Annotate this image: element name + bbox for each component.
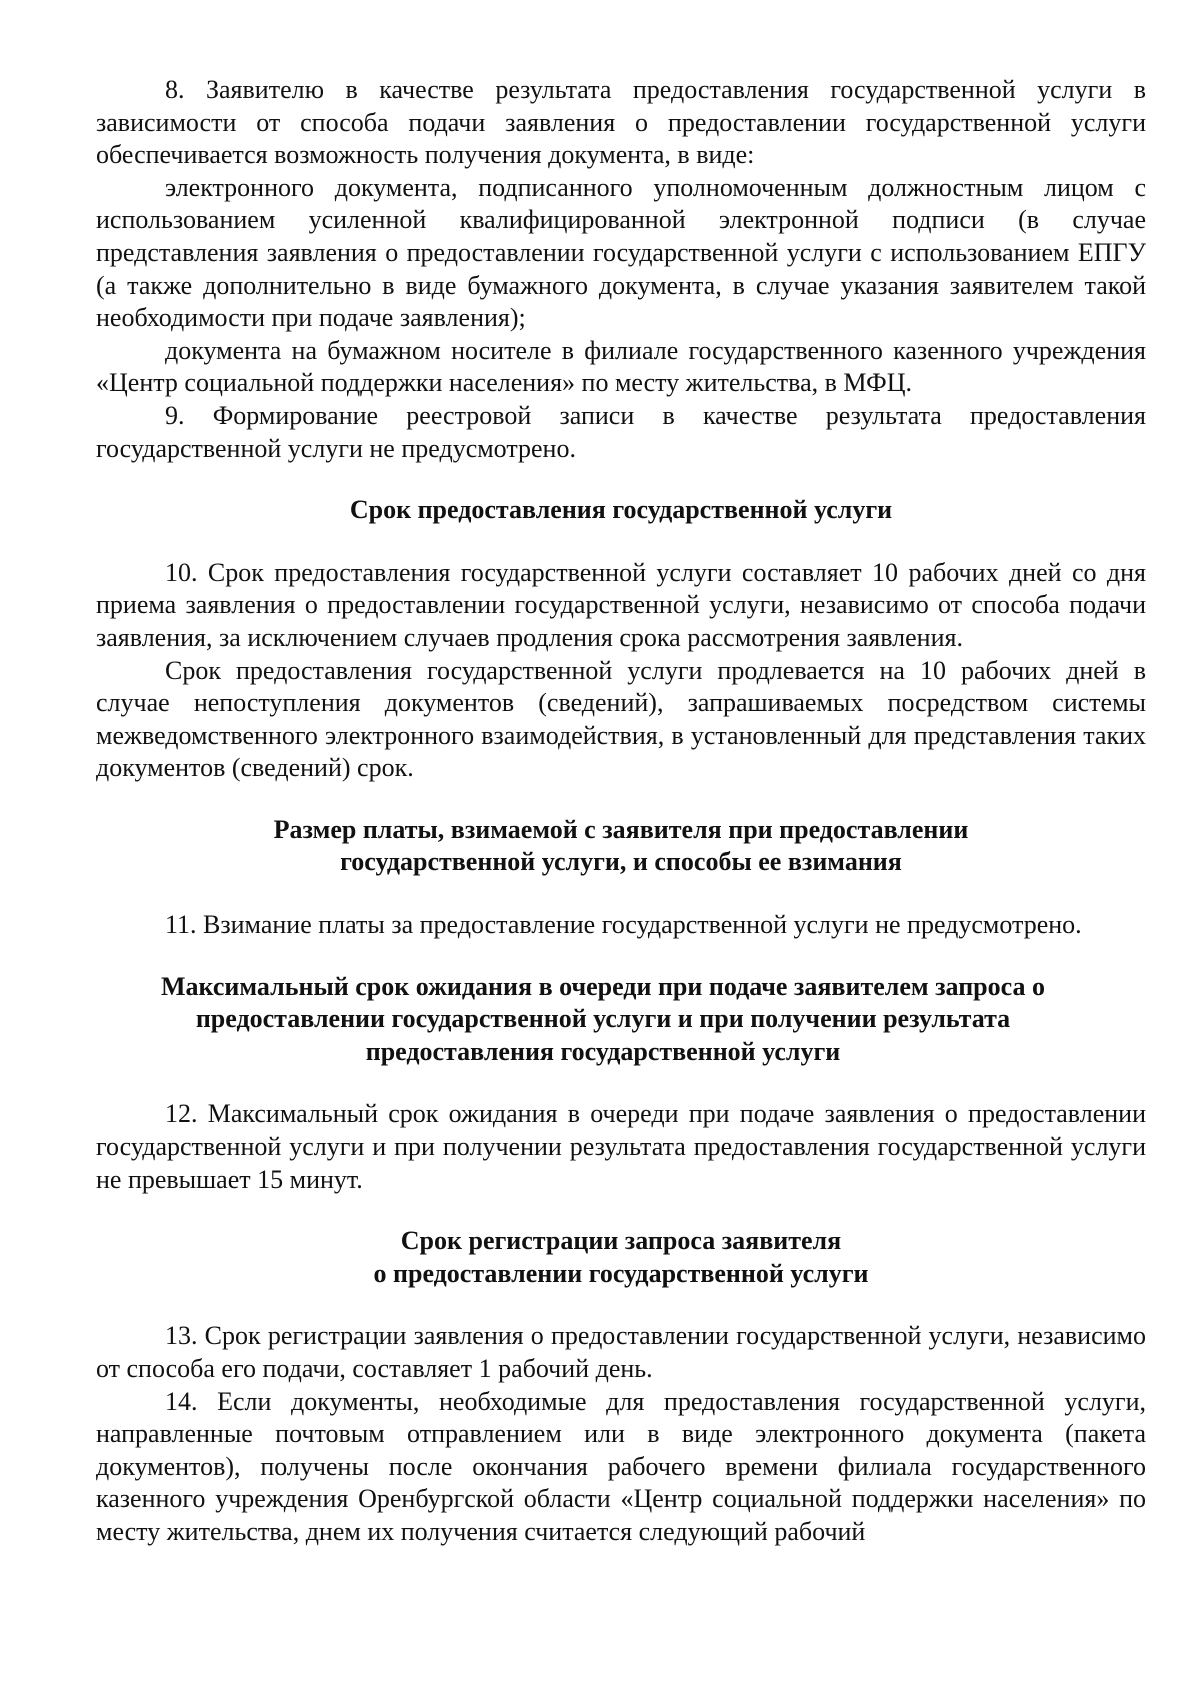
- heading-service-term: [96, 494, 1146, 527]
- heading-line: предоставления государственной услуги: [365, 1036, 841, 1066]
- heading-line: о предоставлении государственной услуги: [373, 1258, 869, 1288]
- paragraph-11: 11. Взимание платы за предоставление государственной услуги не предусмотрено.: [165, 910, 1082, 940]
- paragraph-10: 10. Срок предоставления государственной услуги составляет 10 рабочих дней со дня приема заявления о предоставлении государственной услуги, независимо от способа подачи заявления, за исключением случаев продления срока рассмотрения заявления.: [96, 557, 1146, 652]
- heading-line: Максимальный срок ожидания в очереди при подаче заявителем запроса о: [160, 971, 1045, 1001]
- heading-line: Срок регистрации запроса заявителя: [400, 1226, 842, 1256]
- heading-registration-term: [96, 1225, 1146, 1290]
- heading-line: Срок предоставления государственной услуги: [349, 495, 893, 525]
- paragraph-8: 8. Заявителю в качестве результата предоставления государственной услуги в зависимости от способа подачи заявления о предоставлении государственной услуги обеспечивается возможность получения документа, в виде:: [96, 75, 1146, 170]
- paragraph-13: 13. Срок регистрации заявления о предоставлении государственной услуги, независимо от способа его подачи, составляет 1 рабочий день.: [96, 1321, 1146, 1383]
- paragraph-8-electronic: электронного документа, подписанного уполномоченным должностным лицом с использованием усиленной квалифицированной электронной подписи (в случае представления заявления о предоставлении государственной услуги с использованием ЕПГУ (а также дополнительно в виде бумажного документа, в случае указания заявителем такой необходимости при подаче заявления);: [96, 172, 1146, 333]
- paragraph-10-extension: Срок предоставления государственной услуги продлевается на 10 рабочих дней в случае непоступления документов (сведений), запрашиваемых посредством системы межведомственного электронного взаимодействия, в установленный для представления таких документов (сведений) срок.: [96, 655, 1146, 783]
- document-page: [96, 74, 1146, 1549]
- heading-line: предоставлении государственной услуги и при получении результата: [195, 1004, 1011, 1034]
- paragraph-8-paper: документа на бумажном носителе в филиале государственного казенного учреждения «Центр социальной поддержки населения» по месту жительства, в МФЦ.: [96, 335, 1146, 398]
- paragraph-9: 9. Формирование реестровой записи в качестве результата предоставления государственной услуги не предусмотрено.: [96, 400, 1146, 463]
- heading-fee: [96, 814, 1146, 879]
- heading-line: государственной услуги, и способы ее взимания: [340, 847, 902, 877]
- paragraph-12: 12. Максимальный срок ожидания в очереди при подаче заявления о предоставлении государственной услуги и при получении результата предоставления государственной услуги не превышает 15 минут.: [96, 1099, 1146, 1194]
- paragraph-14: 14. Если документы, необходимые для предоставления государственной услуги, направленные почтовым отправлением или в виде электронного документа (пакета документов), получены после окончания рабочего времени филиала государственного казенного учреждения Оренбургской области «Центр социальной поддержки населения» по месту жительства, днем их получения считается следующий рабочий: [96, 1386, 1146, 1546]
- heading-queue-time: [96, 971, 1146, 1069]
- heading-line: Размер платы, взимаемой с заявителя при предоставлении: [273, 814, 969, 844]
